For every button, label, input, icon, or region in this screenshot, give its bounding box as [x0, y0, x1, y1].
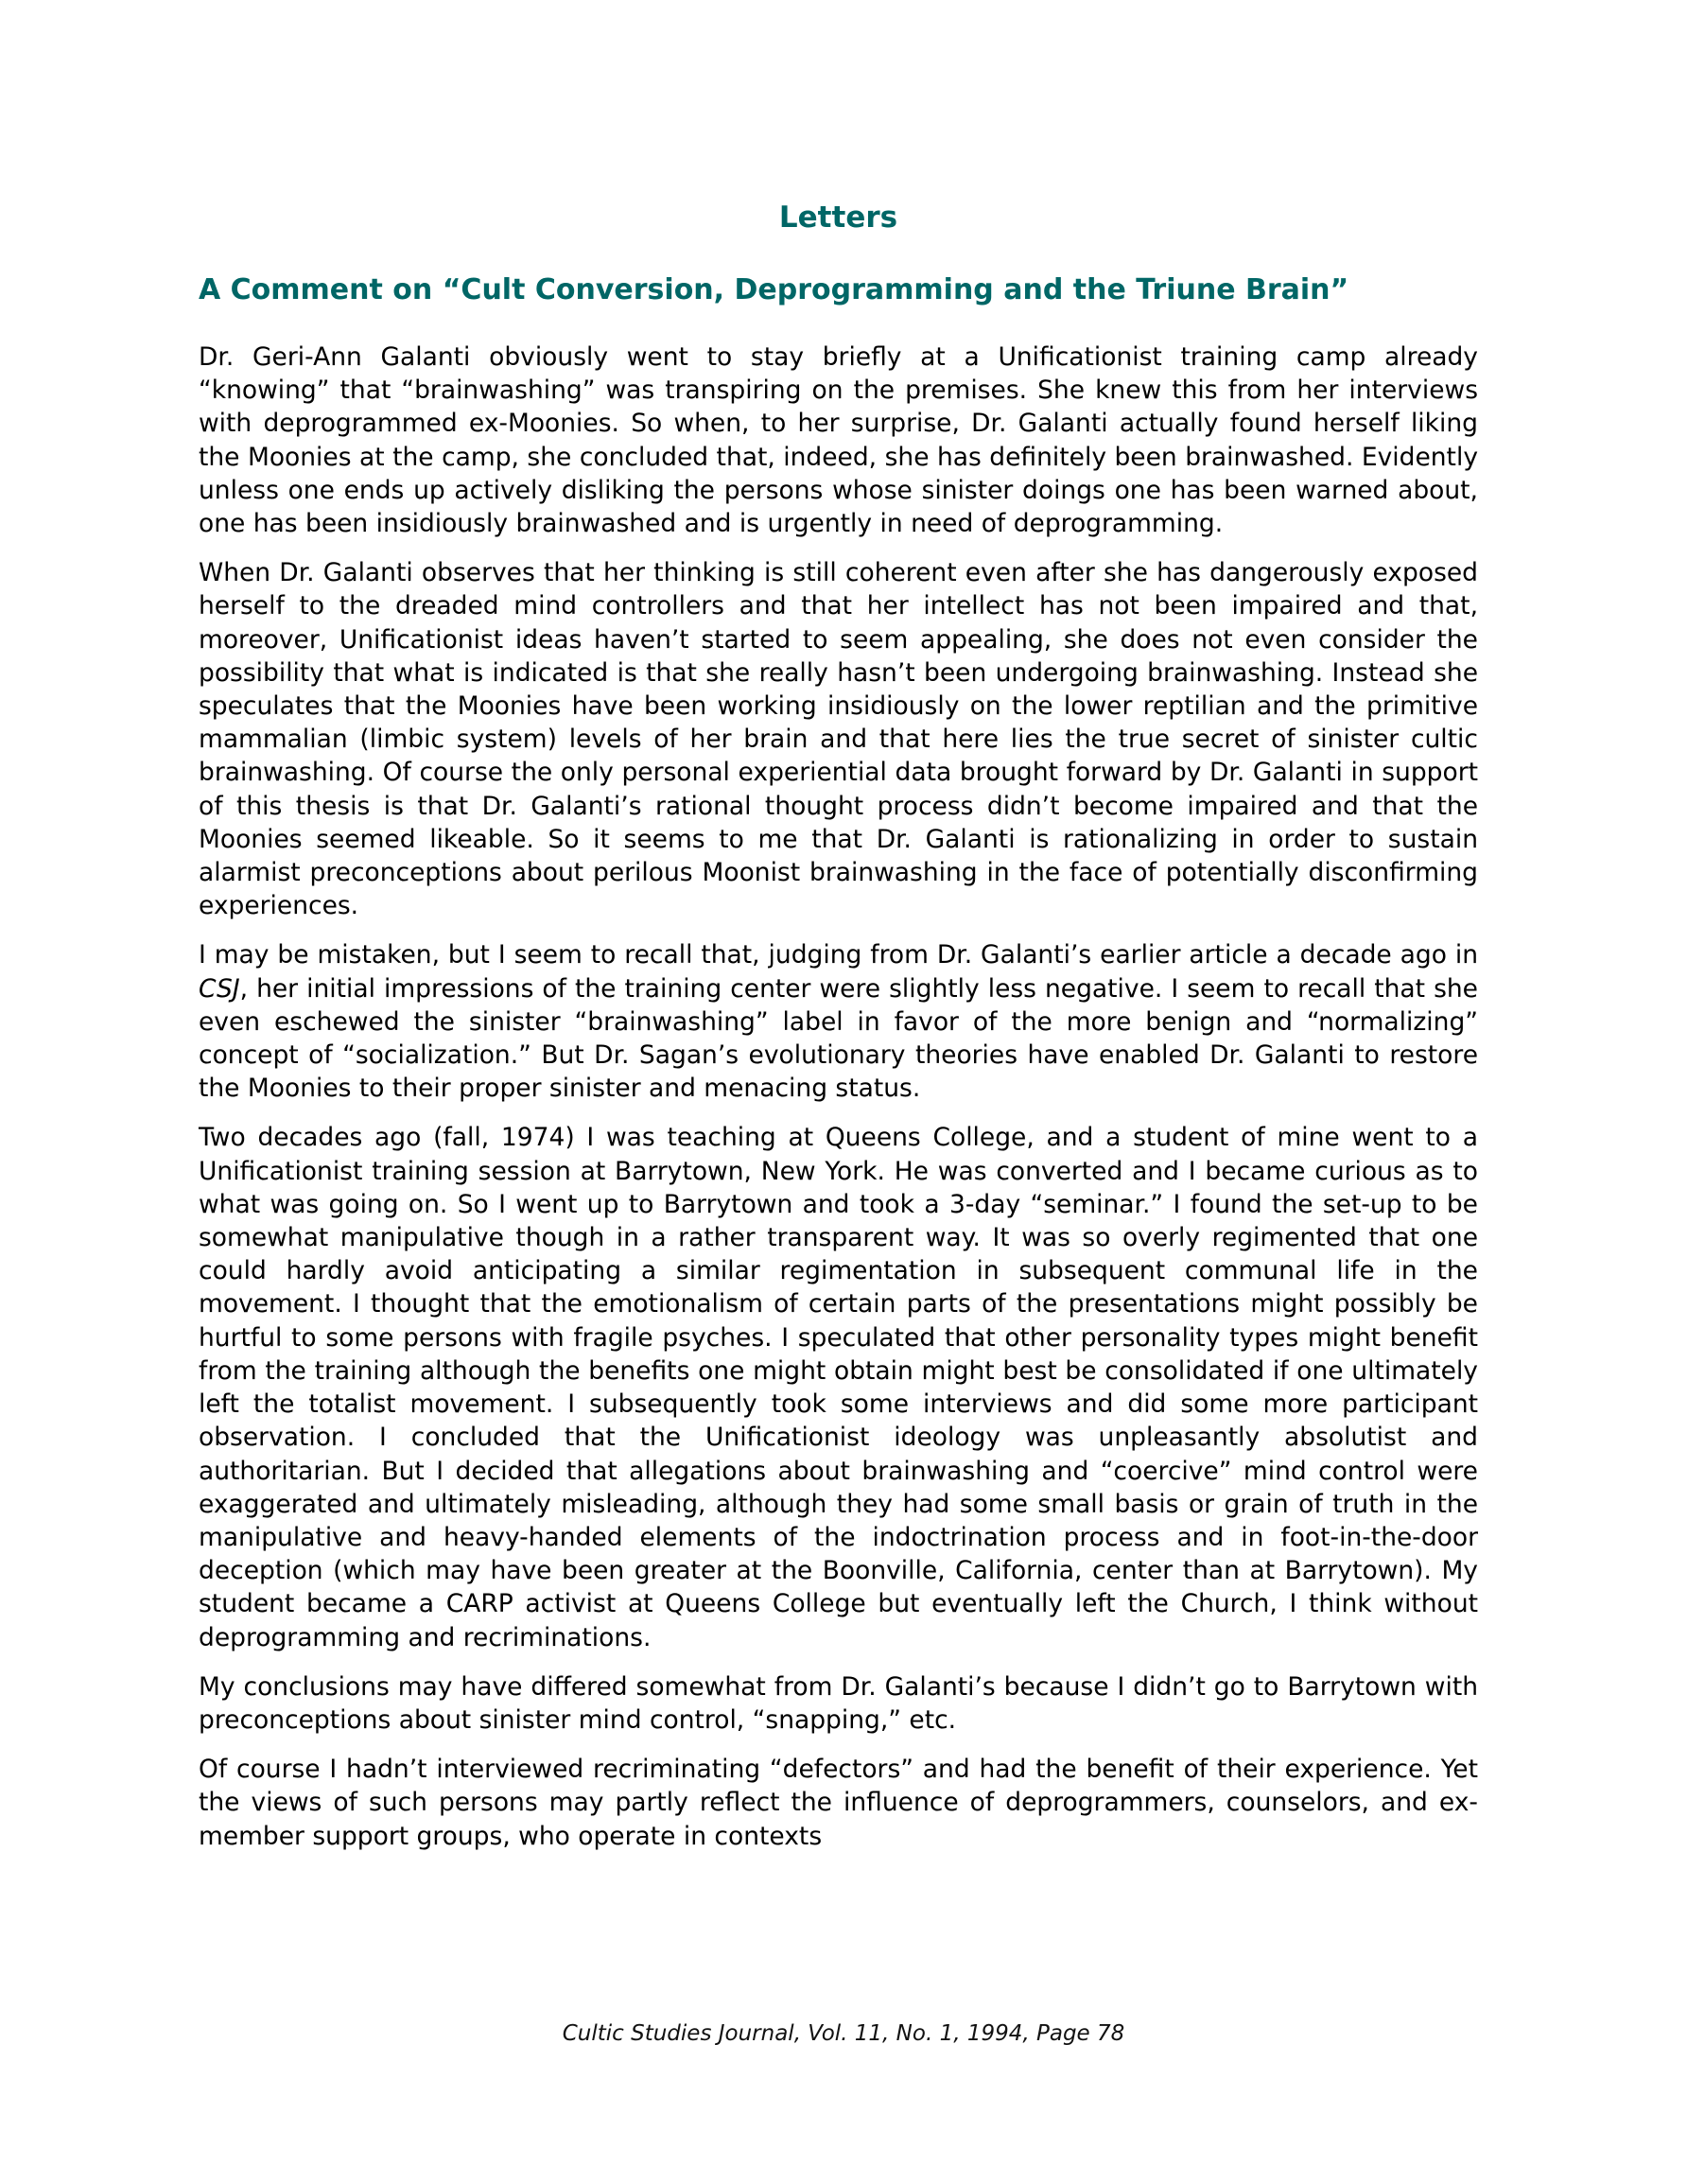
page-footer: Cultic Studies Journal, Vol. 11, No. 1, 1994, Page 78 — [562, 2021, 1125, 2046]
section-title: Letters — [778, 201, 898, 235]
paragraph-3-text-start: I may be mistaken, but I seem to recall that, judging from Dr. Galanti’s earlier article a decade ago in — [199, 940, 1478, 970]
article-body — [199, 341, 1478, 1869]
paragraph-2: When Dr. Galanti observes that her thinking is still coherent even after she has dangerously exposed herself to the dreaded mind controllers and that her intellect has not been impaired and that, moreover, Unificationist ideas haven’t started to seem appealing, she does not even consider the possibility that what is indicated is that she really hasn’t been undergoing brainwashing. Instead she speculates that the Moonies have been working insidiously on the lower reptilian and the primitive mammalian (limbic system) levels of her brain and that here lies the true secret of sinister cultic brainwashing. Of course the only personal experiential data brought forward by Dr. Galanti in support of this thesis is that Dr. Galanti’s rational thought process didn’t become impaired and that the Moonies seemed likeable. So it seems to me that Dr. Galanti is rationalizing in order to sustain alarmist preconceptions about perilous Moonist brainwashing in the face of potentially disconfirming experiences. — [199, 558, 1478, 921]
paragraph-3-text-end: , her initial impressions of the training center were slightly less negative. I seem to recall that she even eschewed the sinister “brainwashing” label in favor of the more benign and “normalizing” concept of “socialization.” But Dr. Sagan’s evolutionary theories have enabled Dr. Galanti to restore the Moonies to their proper sinister and menacing status. — [199, 973, 1478, 1104]
paragraph-6: Of course I hadn’t interviewed recriminating “defectors” and had the benefit of their experience. Yet the views of such persons may partly reflect the influence of deprogrammers, counselors, and ex-member support groups, who operate in contexts — [199, 1755, 1478, 1851]
paragraph-4: Two decades ago (fall, 1974) I was teaching at Queens College, and a student of mine went to a Unificationist training session at Barrytown, New York. He was converted and I became curious as to what was going on. So I went up to Barrytown and took a 3-day “seminar.” I found the set-up to be somewhat manipulative though in a rather transparent way. It was so overly regimented that one could hardly avoid anticipating a similar regimentation in subsequent communal life in the movement. I thought that the emotionalism of certain parts of the presentations might possibly be hurtful to some persons with fragile psyches. I speculated that other personality types might benefit from the training although the benefits one might obtain might best be consolidated if one ultimately left the totalist movement. I subsequently took some interviews and did some more participant observation. I concluded that the Unificationist ideology was unpleasantly absolutist and authoritarian. But I decided that allegations about brainwashing and “coercive” mind control were exaggerated and ultimately misleading, although they had some small basis or grain of truth in the manipulative and heavy-handed elements of the indoctrination process and in foot-in-the-door deception (which may have been greater at the Boonville, California, center than at Barrytown). My student became a CARP activist at Queens College but eventually left the Church, I think without deprogramming and recriminations. — [199, 1123, 1478, 1652]
journal-abbreviation: CSJ — [199, 973, 240, 1004]
article-title: A Comment on “Cult Conversion, Deprogramming and the Triune Brain” — [199, 273, 1349, 306]
paragraph-3 — [199, 938, 1478, 1105]
paragraph-1: Dr. Geri-Ann Galanti obviously went to stay briefly at a Unificationist training camp already “knowing” that “brainwashing” was transpiring on the premises. She knew this from her interviews with deprogrammed ex-Moonies. So when, to her surprise, Dr. Galanti actually found herself liking the Moonies at the camp, she concluded that, indeed, she has definitely been brainwashed. Evidently unless one ends up actively disliking the persons whose sinister doings one has been warned about, one has been insidiously brainwashed and is urgently in need of deprogramming. — [199, 342, 1478, 539]
paragraph-5: My conclusions may have differed somewhat from Dr. Galanti’s because I didn’t go to Barrytown with preconceptions about sinister mind control, “snapping,” etc. — [199, 1671, 1478, 1735]
